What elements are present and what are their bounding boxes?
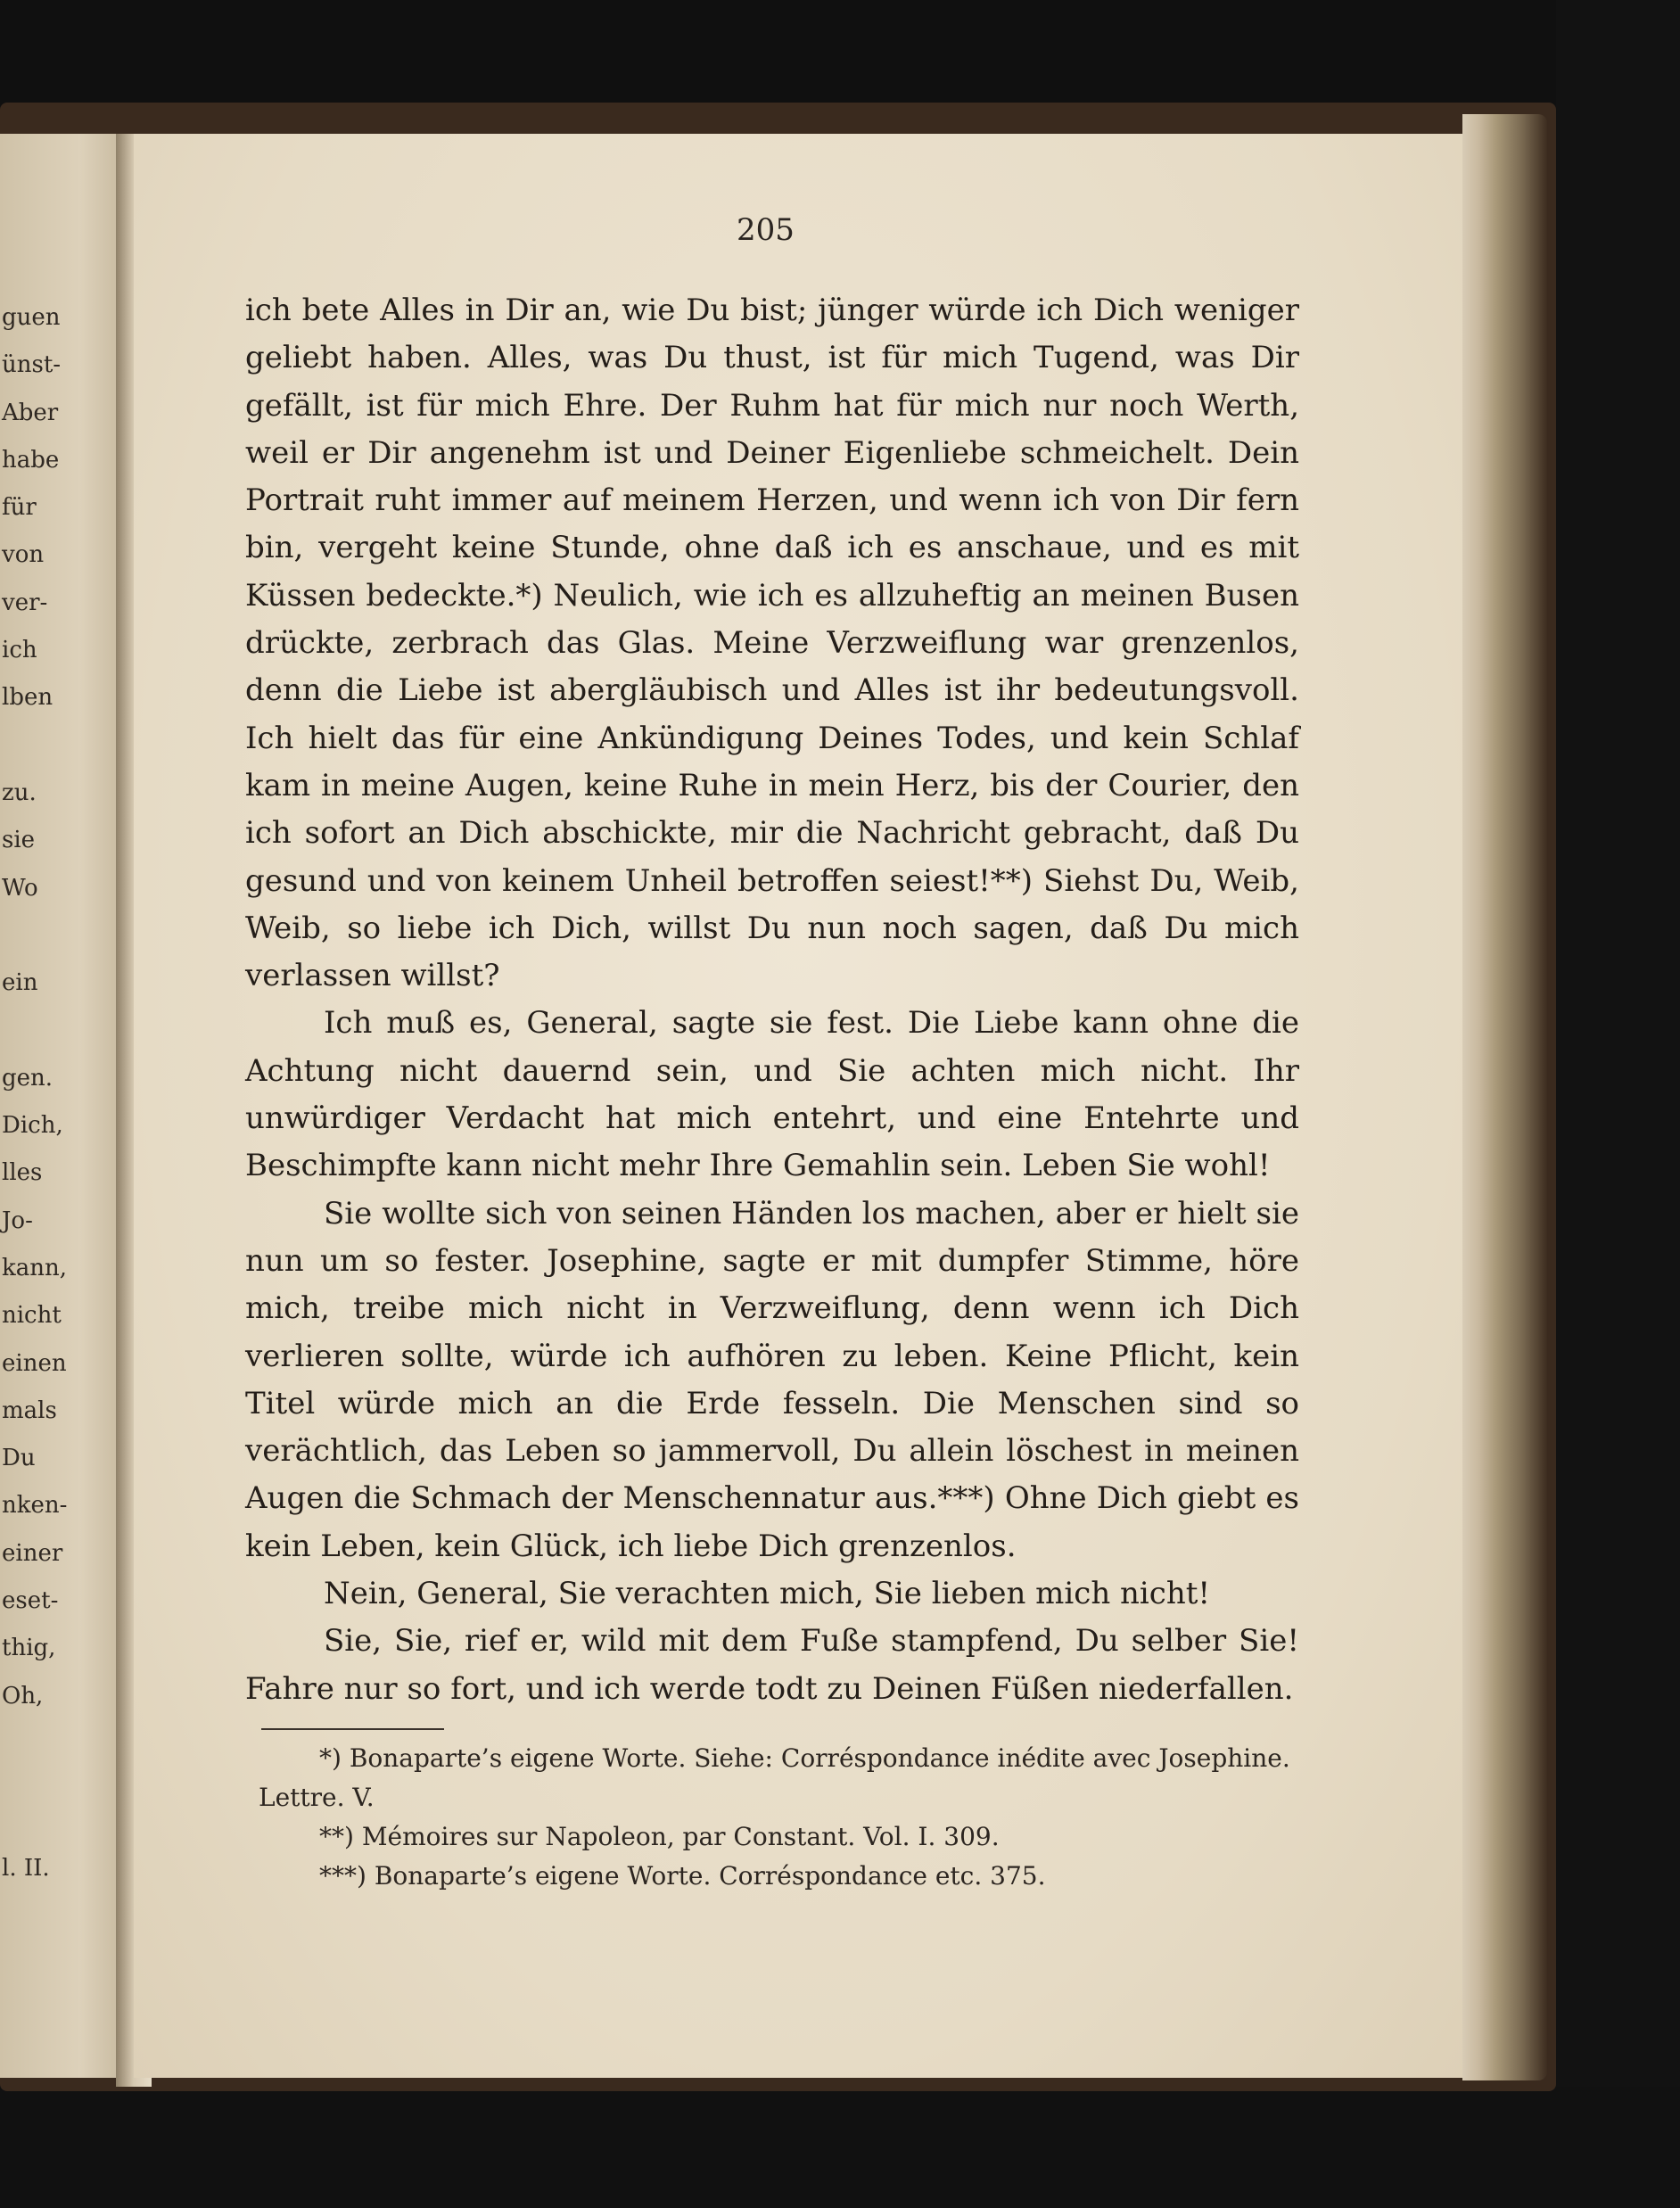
- left-page-fragment: ich: [2, 637, 37, 664]
- left-page-fragment: lles: [2, 1159, 43, 1187]
- left-page-fragment: nicht: [2, 1302, 62, 1330]
- footnote: ***) Bonaparte’s eigene Worte. Corréspondance etc. 375.: [319, 1861, 1046, 1891]
- left-page-fragment: [2, 912, 55, 960]
- paragraph: Ich muß es, General, sagte sie fest. Die Liebe kann ohne die Achtung nicht dauernd sein, und Sie achten mich nicht. Ihr unwürdiger Verdacht hat mich entehrt, und eine Entehrte und Beschimpfte kann nicht mehr Ihre Gemahlin sein. Leben Sie wohl!: [245, 1005, 1299, 1184]
- left-page-fragment: eset-: [2, 1587, 59, 1615]
- left-page-fragment: ein: [2, 969, 38, 997]
- left-page-fragment: ver-: [2, 589, 48, 616]
- left-page-fragment: ünst-: [2, 351, 62, 379]
- left-page-fragment: guen: [2, 304, 61, 331]
- footnotes: [259, 1739, 1302, 1896]
- left-page-fragment: von: [2, 541, 45, 569]
- paragraph: Sie, Sie, rief er, wild mit dem Fuße stampfend, Du selber Sie! Fahre nur so fort, und ich werde todt zu Deinen Füßen niederfallen.: [245, 1623, 1299, 1707]
- footnote: **) Mémoires sur Napoleon, par Constant. Vol. I. 309.: [319, 1822, 1000, 1851]
- page-block-edge: [1462, 114, 1547, 2080]
- left-page-fragment: gen.: [2, 1064, 54, 1092]
- left-page-fragment: Aber: [2, 399, 59, 426]
- left-page-fragment: sie: [2, 827, 36, 854]
- left-page-fragment: zu.: [2, 779, 37, 806]
- left-page-fragment: einen: [2, 1349, 67, 1377]
- background-right: [1556, 0, 1680, 2208]
- left-page-volume-mark: l. II.: [2, 1855, 50, 1882]
- left-page-fragment: lben: [2, 684, 54, 712]
- footnote: *) Bonaparte’s eigene Worte. Siehe: Corréspondance inédite avec Josephine. Lettre. V.: [259, 1743, 1290, 1812]
- background-bottom: [0, 2087, 1680, 2208]
- left-page-fragment: mals: [2, 1396, 57, 1424]
- left-page-fragment: Du: [2, 1445, 36, 1472]
- left-page-fragment: thig,: [2, 1635, 56, 1662]
- paragraph: ich bete Alles in Dir an, wie Du bist; jünger würde ich Dich weniger geliebt haben. Alles, was Du thust, ist für mich Tugend, was Dir gefällt, ist für mich Ehre. Der Ruhm hat für mich nur noch Werth, weil er Dir angenehm ist und Deiner Eigenliebe schmeichelt. Dein Portrait ruht immer auf meinem Herzen, und wenn ich von Dir fern bin, vergeht keine Stunde, ohne daß ich es anschaue, und es mit Küssen bedeckte.*) Neulich, wie ich es allzuheftig an meinen Busen drückte, zerbrach das Glas. Meine Verzweiflung war grenzenlos, denn die Liebe ist abergläubisch und Alles ist ihr bedeutungsvoll. Ich hielt das für eine Ankündigung Deines Todes, und kein Schlaf kam in meine Augen, keine Ruhe in mein Herz, bis der Courier, den ich sofort an Dich abschickte, mir die Nachricht gebracht, daß Du gesund und von keinem Unheil betroffen seiest!**) Siehst Du, Weib, Weib, so liebe ich Dich, willst Du nun noch sagen, daß Du mich verlassen willst?: [245, 292, 1299, 994]
- paragraph: Nein, General, Sie verachten mich, Sie lieben mich nicht!: [324, 1576, 1211, 1612]
- left-page-fragment: für: [2, 494, 37, 522]
- left-page-fragment: einer: [2, 1539, 63, 1567]
- left-page-fragment: Oh,: [2, 1682, 44, 1710]
- footnote-rule: [261, 1728, 444, 1730]
- body-text: [245, 287, 1299, 1713]
- page-number: 205: [737, 212, 795, 248]
- left-page-text-fragments: [2, 294, 68, 1720]
- left-page-fragment: habe: [2, 446, 60, 474]
- left-page-fragment: Wo: [2, 874, 38, 902]
- left-page-fragment: nken-: [2, 1492, 68, 1520]
- left-page-fragment: [2, 1007, 55, 1054]
- background-top: [0, 0, 1680, 116]
- left-page-fragment: Dich,: [2, 1112, 63, 1140]
- left-page-fragment: [2, 722, 55, 770]
- left-page-fragment: kann,: [2, 1254, 68, 1281]
- paragraph: Sie wollte sich von seinen Händen los machen, aber er hielt sie nun um so fester. Josephine, sagte er mit dumpfer Stimme, höre mich, treibe mich nicht in Verzweiflung, denn wenn ich Dich verlieren sollte, würde ich aufhören zu leben. Keine Pflicht, kein Titel würde mich an die Erde fesseln. Die Menschen sind so verächtlich, das Leben so jammervoll, Du allein löschest in meinen Augen die Schmach der Menschennatur aus.***) Ohne Dich giebt es kein Leben, kein Glück, ich liebe Dich grenzenlos.: [245, 1195, 1299, 1564]
- left-page-fragment: Jo-: [2, 1207, 33, 1234]
